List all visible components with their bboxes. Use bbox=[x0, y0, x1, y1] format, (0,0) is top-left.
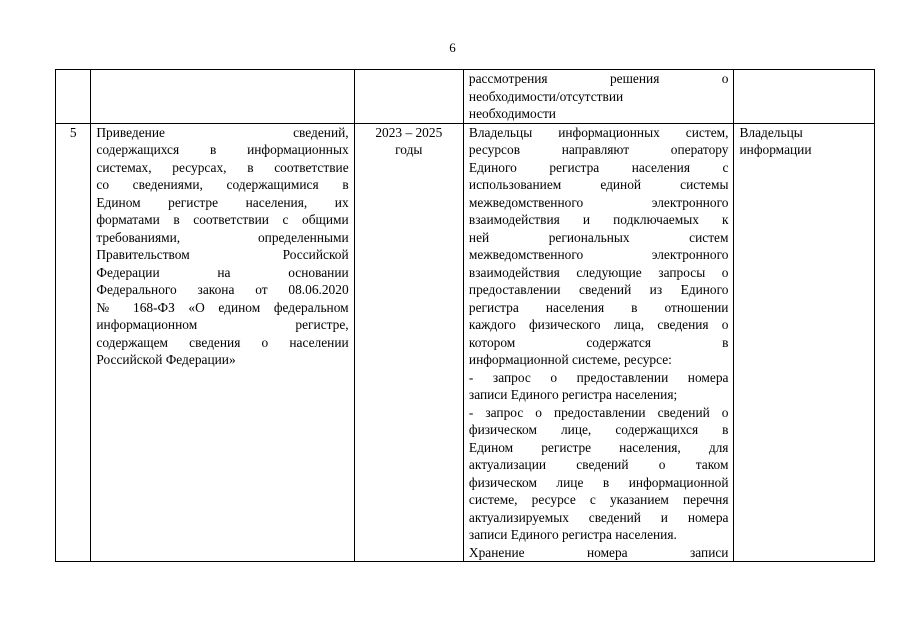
text-line: Федерации на основании bbox=[96, 264, 349, 280]
text-line: Федерального закона от 08.06.2020 bbox=[96, 282, 349, 297]
text-line: необходимости bbox=[468, 106, 556, 121]
text-line: содержащихся в информационных bbox=[96, 142, 349, 157]
text-line: форматами в соответствии с общими bbox=[96, 212, 349, 227]
text-line: использованием единой системы bbox=[468, 177, 729, 192]
text-line: 2023 – 2025 bbox=[375, 124, 443, 140]
cell-event bbox=[91, 123, 354, 562]
table-row-continuation bbox=[56, 70, 875, 124]
text-line: системах, ресурсах, в соответствие bbox=[96, 159, 349, 175]
cell-number: 5 bbox=[56, 123, 91, 562]
text-line: котором содержатся в bbox=[468, 334, 729, 350]
text-line: - запрос о предоставлении сведений о bbox=[468, 404, 729, 420]
text-line: физическом лице, содержащихся в bbox=[468, 422, 729, 437]
cell-description-continuation bbox=[463, 70, 734, 124]
text-line: ней региональных систем bbox=[468, 229, 729, 245]
cell-responsible-empty bbox=[734, 70, 875, 124]
cell-number-empty bbox=[56, 70, 91, 124]
text-line: со сведениями, содержащимися в bbox=[96, 177, 349, 192]
table-row-5 bbox=[56, 123, 875, 562]
text-line: системе, ресурсе с указанием перечня bbox=[468, 492, 729, 507]
text-line: информационной системе, ресурсе: bbox=[468, 352, 672, 367]
text-line: Едином регистре населения, для bbox=[468, 439, 729, 455]
cell-responsible bbox=[734, 123, 875, 562]
text-line: каждого физического лица, сведения о bbox=[468, 317, 729, 332]
page-number: 6 bbox=[449, 40, 456, 55]
text-line: Хранение номера записи bbox=[468, 544, 729, 560]
text-line: Приведение сведений, bbox=[96, 124, 349, 140]
text-line: регистра населения в отношении bbox=[468, 299, 729, 315]
cell-description bbox=[463, 123, 734, 562]
text-line: информационном регистре, bbox=[96, 317, 349, 332]
text-line: межведомственного электронного bbox=[468, 247, 729, 262]
cell-period-empty bbox=[354, 70, 463, 124]
cell-event-empty bbox=[91, 70, 354, 124]
text-line: - запрос о предоставлении номера bbox=[468, 369, 729, 385]
text-line: № 168-ФЗ «О едином федеральном bbox=[96, 299, 349, 315]
text-line: Правительством Российской bbox=[96, 247, 349, 262]
text-line: годы bbox=[395, 142, 423, 157]
text-line: взаимодействия следующие запросы о bbox=[468, 264, 729, 280]
cell-period bbox=[354, 123, 463, 562]
text-line: физическом лице в информационной bbox=[468, 474, 729, 490]
text-line: взаимодействия и подключаемых к bbox=[468, 212, 729, 227]
plan-table bbox=[55, 69, 875, 562]
text-line: Владельцы информационных систем, bbox=[468, 124, 729, 140]
text-line: записи Единого регистра населения. bbox=[468, 527, 677, 542]
text-line: актуализации сведений о таком bbox=[468, 457, 729, 472]
text-line: требованиями, определенными bbox=[96, 229, 349, 245]
text-line: актуализируемых сведений и номера bbox=[468, 509, 729, 525]
text-line: содержащем сведения о населении bbox=[96, 334, 349, 350]
text-line: Российской Федерации» bbox=[96, 352, 236, 367]
text-line: информации bbox=[739, 142, 812, 157]
text-line: записи Единого регистра населения; bbox=[468, 387, 678, 402]
text-line: ресурсов направляют оператору bbox=[468, 142, 729, 157]
text-line: Единого регистра населения с bbox=[468, 159, 729, 175]
text-line: Едином регистре населения, их bbox=[96, 194, 349, 210]
text-line: рассмотрения решения о bbox=[468, 71, 729, 86]
text-line: Владельцы bbox=[739, 124, 803, 140]
text-line: предоставлении сведений из Единого bbox=[468, 282, 729, 297]
text-line: межведомственного электронного bbox=[468, 194, 729, 210]
text-line: необходимости/отсутствии bbox=[468, 88, 624, 104]
